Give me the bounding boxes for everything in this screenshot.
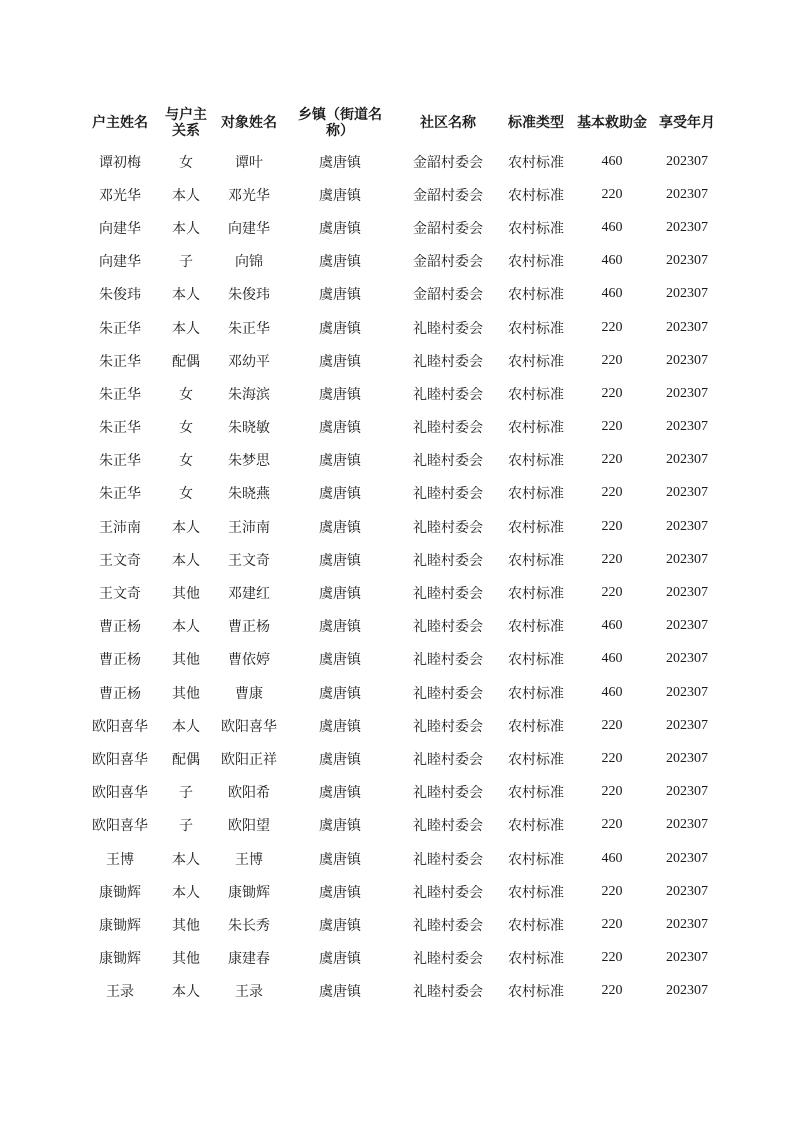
- cell-relation: 其他: [172, 685, 200, 702]
- cell-standard-type: 农村标准: [508, 254, 564, 271]
- table-body: [82, 145, 722, 1008]
- header-row: [82, 101, 722, 145]
- table-row: [82, 776, 722, 809]
- cell-township: 虞唐镇: [319, 984, 361, 1001]
- cell-community: 金韶村委会: [413, 287, 483, 304]
- cell-period: 202307: [666, 651, 708, 667]
- cell-relation: 女: [179, 154, 193, 171]
- cell-householder-name: 王博: [106, 851, 134, 868]
- cell-basic-relief: 460: [601, 253, 623, 269]
- cell-period: 202307: [666, 319, 708, 335]
- cell-recipient-name: 曹正杨: [228, 619, 270, 636]
- cell-basic-relief: 220: [601, 784, 623, 800]
- cell-recipient-name: 欧阳正祥: [221, 751, 277, 768]
- cell-householder-name: 欧阳喜华: [92, 751, 148, 768]
- cell-period: 202307: [666, 186, 708, 202]
- cell-relation: 子: [179, 785, 193, 802]
- cell-township: 虞唐镇: [319, 718, 361, 735]
- cell-township: 虞唐镇: [319, 951, 361, 968]
- cell-basic-relief: 220: [601, 950, 623, 966]
- cell-recipient-name: 欧阳望: [228, 818, 270, 835]
- cell-basic-relief: 460: [601, 618, 623, 634]
- table-row: [82, 344, 722, 377]
- cell-period: 202307: [666, 784, 708, 800]
- cell-householder-name: 曹正杨: [99, 619, 141, 636]
- table-row: [82, 842, 722, 875]
- cell-period: 202307: [666, 916, 708, 932]
- cell-relation: 女: [179, 386, 193, 403]
- cell-community: 礼睦村委会: [413, 552, 483, 569]
- cell-community: 礼睦村委会: [413, 685, 483, 702]
- cell-recipient-name: 曹康: [235, 685, 263, 702]
- cell-standard-type: 农村标准: [508, 851, 564, 868]
- cell-standard-type: 农村标准: [508, 685, 564, 702]
- cell-relation: 本人: [172, 851, 200, 868]
- cell-standard-type: 农村标准: [508, 453, 564, 470]
- cell-relation: 本人: [172, 619, 200, 636]
- cell-community: 礼睦村委会: [413, 619, 483, 636]
- cell-relation: 子: [179, 254, 193, 271]
- cell-township: 虞唐镇: [319, 851, 361, 868]
- cell-householder-name: 王文奇: [99, 552, 141, 569]
- cell-basic-relief: 220: [601, 385, 623, 401]
- table-row: [82, 311, 722, 344]
- cell-community: 礼睦村委会: [413, 586, 483, 603]
- cell-relation: 本人: [172, 984, 200, 1001]
- cell-relation: 其他: [172, 652, 200, 669]
- header-relation: 与户主关系: [165, 107, 207, 139]
- cell-period: 202307: [666, 817, 708, 833]
- cell-community: 礼睦村委会: [413, 851, 483, 868]
- cell-community: 礼睦村委会: [413, 320, 483, 337]
- cell-community: 金韶村委会: [413, 154, 483, 171]
- cell-township: 虞唐镇: [319, 917, 361, 934]
- cell-township: 虞唐镇: [319, 254, 361, 271]
- cell-basic-relief: 220: [601, 551, 623, 567]
- cell-householder-name: 朱正华: [99, 486, 141, 503]
- cell-standard-type: 农村标准: [508, 917, 564, 934]
- cell-householder-name: 曹正杨: [99, 685, 141, 702]
- cell-relation: 本人: [172, 519, 200, 536]
- table-row: [82, 809, 722, 842]
- table-row: [82, 742, 722, 775]
- cell-householder-name: 朱正华: [99, 420, 141, 437]
- table-header: [82, 101, 722, 145]
- cell-standard-type: 农村标准: [508, 220, 564, 237]
- cell-recipient-name: 欧阳喜华: [221, 718, 277, 735]
- header-recipient-name: 对象姓名: [221, 115, 277, 131]
- cell-householder-name: 朱正华: [99, 320, 141, 337]
- cell-basic-relief: 460: [601, 219, 623, 235]
- cell-community: 礼睦村委会: [413, 984, 483, 1001]
- cell-community: 礼睦村委会: [413, 718, 483, 735]
- relief-table: [82, 101, 722, 1008]
- cell-relation: 女: [179, 486, 193, 503]
- cell-householder-name: 王文奇: [99, 586, 141, 603]
- header-period: 享受年月: [659, 115, 715, 131]
- cell-standard-type: 农村标准: [508, 519, 564, 536]
- cell-standard-type: 农村标准: [508, 652, 564, 669]
- cell-basic-relief: 220: [601, 585, 623, 601]
- header-community: 社区名称: [420, 115, 476, 131]
- cell-basic-relief: 460: [601, 651, 623, 667]
- cell-basic-relief: 220: [601, 883, 623, 899]
- cell-recipient-name: 康锄辉: [228, 884, 270, 901]
- table-row: [82, 610, 722, 643]
- table-row: [82, 145, 722, 178]
- cell-householder-name: 欧阳喜华: [92, 818, 148, 835]
- cell-township: 虞唐镇: [319, 884, 361, 901]
- cell-recipient-name: 欧阳希: [228, 785, 270, 802]
- cell-township: 虞唐镇: [319, 751, 361, 768]
- cell-standard-type: 农村标准: [508, 386, 564, 403]
- cell-community: 金韶村委会: [413, 254, 483, 271]
- cell-township: 虞唐镇: [319, 818, 361, 835]
- cell-relation: 配偶: [172, 353, 200, 370]
- cell-community: 礼睦村委会: [413, 420, 483, 437]
- table-row: [82, 676, 722, 709]
- cell-basic-relief: 220: [601, 717, 623, 733]
- cell-standard-type: 农村标准: [508, 951, 564, 968]
- cell-relation: 配偶: [172, 751, 200, 768]
- cell-community: 金韶村委会: [413, 187, 483, 204]
- cell-standard-type: 农村标准: [508, 552, 564, 569]
- cell-community: 礼睦村委会: [413, 917, 483, 934]
- cell-period: 202307: [666, 419, 708, 435]
- cell-standard-type: 农村标准: [508, 353, 564, 370]
- cell-householder-name: 邓光华: [99, 187, 141, 204]
- cell-recipient-name: 朱晓燕: [228, 486, 270, 503]
- cell-period: 202307: [666, 551, 708, 567]
- cell-period: 202307: [666, 452, 708, 468]
- cell-basic-relief: 220: [601, 817, 623, 833]
- cell-period: 202307: [666, 485, 708, 501]
- cell-relation: 本人: [172, 220, 200, 237]
- cell-basic-relief: 220: [601, 452, 623, 468]
- cell-period: 202307: [666, 983, 708, 999]
- cell-township: 虞唐镇: [319, 353, 361, 370]
- cell-township: 虞唐镇: [319, 154, 361, 171]
- cell-standard-type: 农村标准: [508, 619, 564, 636]
- table-row: [82, 709, 722, 742]
- cell-standard-type: 农村标准: [508, 884, 564, 901]
- cell-relation: 其他: [172, 586, 200, 603]
- cell-recipient-name: 曹依婷: [228, 652, 270, 669]
- cell-period: 202307: [666, 286, 708, 302]
- cell-community: 礼睦村委会: [413, 353, 483, 370]
- cell-community: 礼睦村委会: [413, 652, 483, 669]
- cell-standard-type: 农村标准: [508, 486, 564, 503]
- table-row: [82, 444, 722, 477]
- cell-basic-relief: 220: [601, 319, 623, 335]
- cell-township: 虞唐镇: [319, 785, 361, 802]
- cell-period: 202307: [666, 253, 708, 269]
- cell-standard-type: 农村标准: [508, 420, 564, 437]
- header-township: 乡镇（街道名称）: [298, 107, 382, 139]
- cell-period: 202307: [666, 850, 708, 866]
- cell-recipient-name: 朱长秀: [228, 917, 270, 934]
- cell-recipient-name: 王沛南: [228, 519, 270, 536]
- table-row: [82, 278, 722, 311]
- cell-recipient-name: 朱梦思: [228, 453, 270, 470]
- cell-householder-name: 朱正华: [99, 453, 141, 470]
- cell-township: 虞唐镇: [319, 187, 361, 204]
- cell-township: 虞唐镇: [319, 320, 361, 337]
- cell-standard-type: 农村标准: [508, 785, 564, 802]
- table-row: [82, 411, 722, 444]
- cell-standard-type: 农村标准: [508, 751, 564, 768]
- header-basic-relief: 基本救助金: [577, 115, 647, 131]
- cell-householder-name: 康锄辉: [99, 917, 141, 934]
- cell-relation: 其他: [172, 917, 200, 934]
- cell-recipient-name: 朱海滨: [228, 386, 270, 403]
- cell-relation: 本人: [172, 287, 200, 304]
- cell-community: 礼睦村委会: [413, 785, 483, 802]
- cell-period: 202307: [666, 750, 708, 766]
- cell-community: 金韶村委会: [413, 220, 483, 237]
- cell-standard-type: 农村标准: [508, 586, 564, 603]
- cell-community: 礼睦村委会: [413, 453, 483, 470]
- table-row: [82, 576, 722, 609]
- cell-householder-name: 朱正华: [99, 386, 141, 403]
- cell-householder-name: 康锄辉: [99, 884, 141, 901]
- cell-township: 虞唐镇: [319, 287, 361, 304]
- cell-recipient-name: 王博: [235, 851, 263, 868]
- cell-householder-name: 王录: [106, 984, 134, 1001]
- cell-standard-type: 农村标准: [508, 818, 564, 835]
- cell-period: 202307: [666, 684, 708, 700]
- cell-householder-name: 谭初梅: [99, 154, 141, 171]
- table-row: [82, 942, 722, 975]
- cell-recipient-name: 邓建红: [228, 586, 270, 603]
- cell-relation: 女: [179, 453, 193, 470]
- cell-basic-relief: 460: [601, 286, 623, 302]
- cell-recipient-name: 邓光华: [228, 187, 270, 204]
- cell-township: 虞唐镇: [319, 652, 361, 669]
- cell-recipient-name: 邓幼平: [228, 353, 270, 370]
- cell-standard-type: 农村标准: [508, 984, 564, 1001]
- cell-township: 虞唐镇: [319, 685, 361, 702]
- cell-period: 202307: [666, 950, 708, 966]
- cell-relation: 本人: [172, 884, 200, 901]
- cell-recipient-name: 朱正华: [228, 320, 270, 337]
- cell-period: 202307: [666, 518, 708, 534]
- cell-relation: 本人: [172, 187, 200, 204]
- cell-period: 202307: [666, 219, 708, 235]
- cell-period: 202307: [666, 585, 708, 601]
- cell-basic-relief: 220: [601, 750, 623, 766]
- table-row: [82, 975, 722, 1008]
- cell-township: 虞唐镇: [319, 220, 361, 237]
- cell-householder-name: 向建华: [99, 254, 141, 271]
- cell-basic-relief: 220: [601, 983, 623, 999]
- cell-relation: 本人: [172, 320, 200, 337]
- header-standard-type: 标准类型: [508, 115, 564, 131]
- cell-recipient-name: 康建春: [228, 951, 270, 968]
- cell-relation: 本人: [172, 718, 200, 735]
- cell-recipient-name: 王录: [235, 984, 263, 1001]
- cell-householder-name: 朱正华: [99, 353, 141, 370]
- cell-householder-name: 王沛南: [99, 519, 141, 536]
- cell-standard-type: 农村标准: [508, 718, 564, 735]
- cell-township: 虞唐镇: [319, 586, 361, 603]
- cell-township: 虞唐镇: [319, 486, 361, 503]
- cell-recipient-name: 谭叶: [235, 154, 263, 171]
- table-row: [82, 477, 722, 510]
- cell-householder-name: 朱俊玮: [99, 287, 141, 304]
- cell-period: 202307: [666, 352, 708, 368]
- cell-relation: 本人: [172, 552, 200, 569]
- cell-recipient-name: 朱晓敏: [228, 420, 270, 437]
- cell-standard-type: 农村标准: [508, 320, 564, 337]
- cell-householder-name: 康锄辉: [99, 951, 141, 968]
- cell-recipient-name: 朱俊玮: [228, 287, 270, 304]
- cell-householder-name: 向建华: [99, 220, 141, 237]
- cell-township: 虞唐镇: [319, 453, 361, 470]
- cell-householder-name: 欧阳喜华: [92, 718, 148, 735]
- cell-basic-relief: 220: [601, 916, 623, 932]
- cell-basic-relief: 220: [601, 518, 623, 534]
- cell-relation: 子: [179, 818, 193, 835]
- cell-period: 202307: [666, 385, 708, 401]
- cell-relation: 其他: [172, 951, 200, 968]
- cell-standard-type: 农村标准: [508, 187, 564, 204]
- table-row: [82, 875, 722, 908]
- cell-community: 礼睦村委会: [413, 951, 483, 968]
- cell-basic-relief: 220: [601, 186, 623, 202]
- cell-basic-relief: 460: [601, 153, 623, 169]
- cell-community: 礼睦村委会: [413, 818, 483, 835]
- cell-township: 虞唐镇: [319, 519, 361, 536]
- cell-basic-relief: 460: [601, 850, 623, 866]
- cell-township: 虞唐镇: [319, 619, 361, 636]
- cell-township: 虞唐镇: [319, 552, 361, 569]
- cell-community: 礼睦村委会: [413, 486, 483, 503]
- cell-township: 虞唐镇: [319, 420, 361, 437]
- cell-standard-type: 农村标准: [508, 154, 564, 171]
- cell-relation: 女: [179, 420, 193, 437]
- cell-basic-relief: 220: [601, 485, 623, 501]
- cell-period: 202307: [666, 883, 708, 899]
- cell-basic-relief: 460: [601, 684, 623, 700]
- table-row: [82, 211, 722, 244]
- cell-community: 礼睦村委会: [413, 519, 483, 536]
- table-row: [82, 178, 722, 211]
- table-row: [82, 245, 722, 278]
- cell-basic-relief: 220: [601, 419, 623, 435]
- cell-householder-name: 曹正杨: [99, 652, 141, 669]
- cell-community: 礼睦村委会: [413, 884, 483, 901]
- header-householder-name: 户主姓名: [92, 115, 148, 131]
- cell-period: 202307: [666, 153, 708, 169]
- table-row: [82, 908, 722, 941]
- cell-householder-name: 欧阳喜华: [92, 785, 148, 802]
- cell-recipient-name: 王文奇: [228, 552, 270, 569]
- table-row: [82, 510, 722, 543]
- cell-basic-relief: 220: [601, 352, 623, 368]
- cell-community: 礼睦村委会: [413, 751, 483, 768]
- cell-period: 202307: [666, 717, 708, 733]
- table-row: [82, 377, 722, 410]
- table-row: [82, 543, 722, 576]
- table-row: [82, 643, 722, 676]
- cell-recipient-name: 向锦: [235, 254, 263, 271]
- cell-community: 礼睦村委会: [413, 386, 483, 403]
- cell-recipient-name: 向建华: [228, 220, 270, 237]
- cell-standard-type: 农村标准: [508, 287, 564, 304]
- cell-township: 虞唐镇: [319, 386, 361, 403]
- cell-period: 202307: [666, 618, 708, 634]
